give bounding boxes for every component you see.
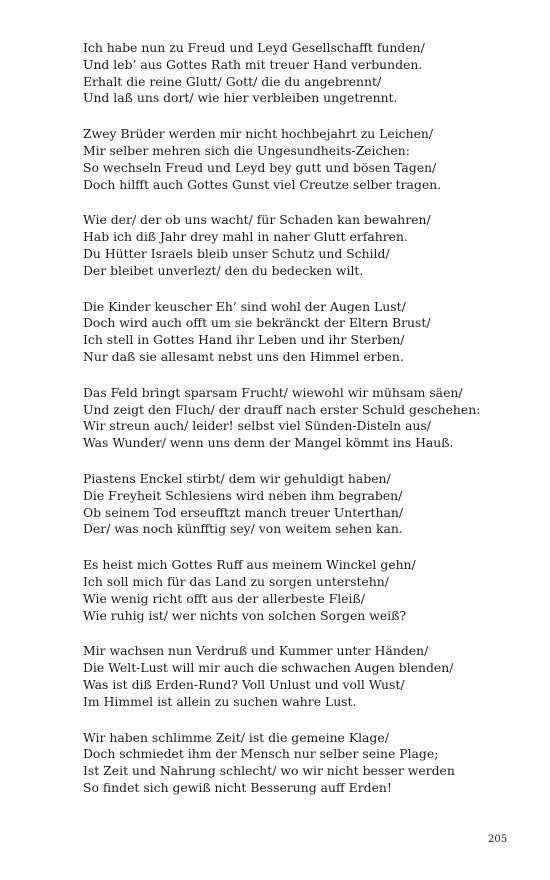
verse-line: Mir wachsen nun Verdruß und Kummer unter Händen/ [83,643,429,659]
verse-line: Nur daß sie allesamt nebst uns den Himmel erben. [83,348,404,364]
verse-line: Ist Zeit und Nahrung schlecht/ wo wir nicht besser werden [83,763,455,779]
verse-line: Doch wird auch offt um sie bekränckt der Eltern Brust/ [83,315,431,331]
verse-line: Ich stell in Gottes Hand ihr Leben und ihr Sterben/ [83,332,405,348]
verse-line: Wie der/ der ob uns wacht/ für Schaden kan bewahren/ [83,212,431,228]
verse-line: Erhalt die reine Glutt/ Gott/ die du angebrennt/ [83,73,382,89]
verse-line: Ob seinem Tod erseufftzt manch treuer Unterthan/ [83,504,404,520]
poem-body [83,40,543,816]
stanza-1 [83,40,543,107]
stanza-9 [83,730,543,797]
verse-line: Das Feld bringt sparsam Frucht/ wiewohl wir mühsam säen/ [83,384,463,400]
verse-line: Es heist mich Gottes Ruff aus meinem Winckel gehn/ [83,557,416,573]
stanza-3 [83,212,543,279]
verse-line: Was ist diß Erden-Rund? Voll Unlust und voll Wust/ [83,676,405,692]
verse-line: Im Himmel ist allein zu suchen wahre Lust. [83,693,357,709]
verse-line: Zwey Brüder werden mir nicht hochbejahrt zu Leichen/ [83,126,434,142]
verse-line: So wechseln Freud und Leyd bey gutt und bösen Tagen/ [83,159,437,175]
verse-line: Wir haben schlimme Zeit/ ist die gemeine Klage/ [83,729,389,745]
verse-line: Was Wunder/ wenn uns denn der Mangel kömmt ins Hauß. [83,435,454,451]
verse-line: Und zeigt den Fluch/ der drauff nach erster Schuld geschehen: [83,401,481,417]
verse-line: Ich habe nun zu Freud und Leyd Gesellschafft funden/ [83,40,425,55]
verse-line: Doch schmiedet ihm der Mensch nur selber seine Plage; [83,746,439,762]
stanza-2 [83,126,543,193]
page-number: 205 [488,834,508,845]
verse-line: Wie wenig richt offt aus der allerbeste Fleiß/ [83,590,365,606]
verse-line: Der bleibet unverlezt/ den du bedecken wilt. [83,262,364,278]
stanza-4 [83,299,543,366]
verse-line: Ich soll mich für das Land zu sorgen unterstehn/ [83,573,389,589]
verse-line: Doch hilfft auch Gottes Gunst viel Creutze selber tragen. [83,176,442,192]
verse-line: So findet sich gewiß nicht Besserung auff Erden! [83,779,392,795]
stanza-6 [83,471,543,538]
verse-line: Mir selber mehren sich die Ungesundheits-Zeichen: [83,142,410,158]
verse-line: Hab ich diß Jahr drey mahl in naher Glutt erfahren. [83,229,408,245]
stanza-8 [83,643,543,710]
verse-line: Die Kinder keuscher Eh’ sind wohl der Augen Lust/ [83,298,406,314]
verse-line: Und laß uns dort/ wie hier verbleiben ungetrennt. [83,90,398,106]
verse-line: Der/ was noch künfftig sey/ von weitem sehen kan. [83,521,403,537]
verse-line: Wie ruhig ist/ wer nichts von solchen Sorgen weiß? [83,607,407,623]
verse-line: Und leb’ aus Gottes Rath mit treuer Hand verbunden. [83,56,423,72]
verse-line: Die Welt-Lust will mir auch die schwachen Augen blenden/ [83,660,454,676]
stanza-5 [83,385,543,452]
verse-line: Du Hütter Israels bleib unser Schutz und Schild/ [83,245,390,261]
verse-line: Piastens Enckel stirbt/ dem wir gehuldigt haben/ [83,470,391,486]
stanza-7 [83,557,543,624]
verse-line: Die Freyheit Schlesiens wird neben ihm begraben/ [83,487,403,503]
verse-line: Wir streun auch/ leider! selbst viel Sünden-Disteln aus/ [83,418,431,434]
